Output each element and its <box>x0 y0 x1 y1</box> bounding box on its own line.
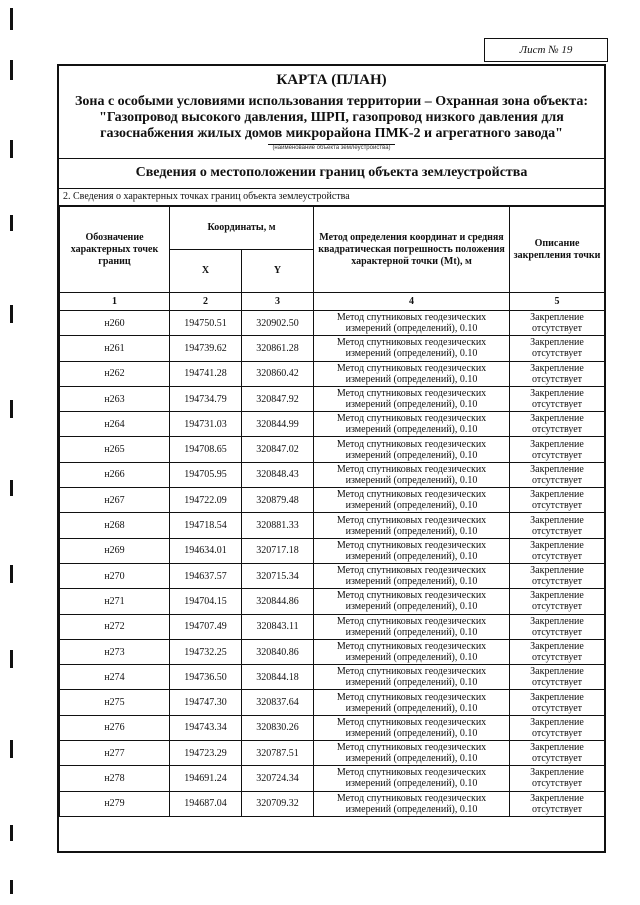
coord-y: 320709.32 <box>242 791 314 816</box>
column-number: 1 <box>60 293 170 311</box>
coord-x: 194743.34 <box>170 715 242 740</box>
point-id: н268 <box>60 513 170 538</box>
method-line-1: Метод спутниковых геодезических <box>336 539 487 551</box>
desc-line-1: Закрепление <box>530 312 584 324</box>
coord-x: 194723.29 <box>170 741 242 766</box>
point-id: н267 <box>60 488 170 513</box>
method-cell <box>314 614 510 639</box>
method-line-1: Метод спутниковых геодезических <box>336 362 487 374</box>
method-line-2: измерений (определений), 0.10 <box>345 753 478 765</box>
table-row <box>60 336 605 361</box>
point-id: н279 <box>60 791 170 816</box>
coord-y: 320847.02 <box>242 437 314 462</box>
header-y: Y <box>242 250 314 293</box>
method-line-2: измерений (определений), 0.10 <box>345 803 478 815</box>
zone-line-2: "Газопровод высокого давления, ШРП, газопровод низкого давления для <box>99 110 564 125</box>
binding-mark <box>10 8 13 30</box>
binding-mark <box>10 215 13 231</box>
coord-y: 320861.28 <box>242 336 314 361</box>
table-row <box>60 665 605 690</box>
method-line-2: измерений (определений), 0.10 <box>345 778 478 790</box>
method-line-1: Метод спутниковых геодезических <box>336 767 487 779</box>
method-line-1: Метод спутниковых геодезических <box>336 565 487 577</box>
point-id: н273 <box>60 639 170 664</box>
desc-line-1: Закрепление <box>530 615 584 627</box>
desc-line-1: Закрепление <box>530 742 584 754</box>
method-line-1: Метод спутниковых геодезических <box>336 388 487 400</box>
sheet-number: Лист № 19 <box>484 38 608 62</box>
method-cell <box>314 488 510 513</box>
coord-x: 194741.28 <box>170 361 242 386</box>
section-title: Сведения о местоположении границ объекта землеустройства <box>59 158 604 189</box>
coord-x: 194734.79 <box>170 386 242 411</box>
subsection-title: 2. Сведения о характерных точках границ объекта землеустройства <box>59 188 604 206</box>
method-line-2: измерений (определений), 0.10 <box>345 550 478 562</box>
point-id: н270 <box>60 563 170 588</box>
coord-y: 320787.51 <box>242 741 314 766</box>
binding-mark <box>10 400 13 418</box>
table-row <box>60 513 605 538</box>
coord-x: 194747.30 <box>170 690 242 715</box>
title-block <box>59 66 604 159</box>
table-row <box>60 386 605 411</box>
desc-line-2: отсутствует <box>532 323 583 335</box>
table-row <box>60 437 605 462</box>
coord-x: 194704.15 <box>170 589 242 614</box>
table-row <box>60 589 605 614</box>
desc-line-1: Закрепление <box>530 413 584 425</box>
description-cell <box>510 741 605 766</box>
description-cell <box>510 690 605 715</box>
table-body <box>60 311 605 817</box>
coord-y: 320848.43 <box>242 462 314 487</box>
table-row <box>60 614 605 639</box>
coord-y: 320860.42 <box>242 361 314 386</box>
method-line-1: Метод спутниковых геодезических <box>336 337 487 349</box>
point-id: н271 <box>60 589 170 614</box>
desc-line-2: отсутствует <box>532 626 583 638</box>
desc-line-1: Закрепление <box>530 362 584 374</box>
desc-line-2: отсутствует <box>532 601 583 613</box>
point-id: н272 <box>60 614 170 639</box>
desc-line-2: отсутствует <box>532 753 583 765</box>
desc-line-1: Закрепление <box>530 514 584 526</box>
desc-line-1: Закрепление <box>530 565 584 577</box>
desc-line-2: отсутствует <box>532 727 583 739</box>
coord-y: 320881.33 <box>242 513 314 538</box>
binding-mark <box>10 140 13 158</box>
desc-line-1: Закрепление <box>530 489 584 501</box>
object-caption <box>59 145 604 151</box>
point-id: н274 <box>60 665 170 690</box>
method-line-1: Метод спутниковых геодезических <box>336 489 487 501</box>
method-cell <box>314 386 510 411</box>
column-number: 3 <box>242 293 314 311</box>
binding-mark <box>10 60 13 80</box>
zone-line-1: Зона с особыми условиями использования территории – Охранная зона объекта: <box>74 94 589 109</box>
method-line-2: измерений (определений), 0.10 <box>345 449 478 461</box>
binding-mark <box>10 480 13 496</box>
method-cell <box>314 665 510 690</box>
description-cell <box>510 665 605 690</box>
table-row <box>60 488 605 513</box>
coord-x: 194739.62 <box>170 336 242 361</box>
desc-line-2: отсутствует <box>532 500 583 512</box>
table-row <box>60 690 605 715</box>
table-row <box>60 639 605 664</box>
coord-x: 194708.65 <box>170 437 242 462</box>
desc-line-1: Закрепление <box>530 388 584 400</box>
method-line-2: измерений (определений), 0.10 <box>345 323 478 335</box>
point-id: н275 <box>60 690 170 715</box>
description-cell <box>510 563 605 588</box>
table-row <box>60 563 605 588</box>
coord-y: 320715.34 <box>242 563 314 588</box>
point-id: н269 <box>60 538 170 563</box>
method-line-1: Метод спутниковых геодезических <box>336 463 487 475</box>
method-cell <box>314 563 510 588</box>
point-id: н260 <box>60 311 170 336</box>
method-line-1: Метод спутниковых геодезических <box>336 691 487 703</box>
method-line-2: измерений (определений), 0.10 <box>345 373 478 385</box>
coord-y: 320844.18 <box>242 665 314 690</box>
method-cell <box>314 412 510 437</box>
column-number: 5 <box>510 293 605 311</box>
desc-line-1: Закрепление <box>530 641 584 652</box>
method-line-1: Метод спутниковых геодезических <box>336 312 487 324</box>
desc-line-2: отсутствует <box>532 525 583 537</box>
binding-mark <box>10 825 13 841</box>
desc-line-1: Закрепление <box>530 463 584 475</box>
document-frame <box>57 64 606 853</box>
method-line-2: измерений (определений), 0.10 <box>345 601 478 613</box>
desc-line-1: Закрепление <box>530 792 584 804</box>
description-cell <box>510 311 605 336</box>
description-cell <box>510 386 605 411</box>
point-id: н277 <box>60 741 170 766</box>
coord-x: 194732.25 <box>170 639 242 664</box>
method-cell <box>314 791 510 816</box>
header-point: Обозначение характерных точек границ <box>60 207 170 293</box>
coord-x: 194707.49 <box>170 614 242 639</box>
desc-line-1: Закрепление <box>530 438 584 450</box>
coord-x: 194634.01 <box>170 538 242 563</box>
desc-line-1: Закрепление <box>530 767 584 779</box>
binding-mark <box>10 305 13 323</box>
desc-line-2: отсутствует <box>532 424 583 436</box>
column-numbers-row <box>60 293 605 311</box>
desc-line-2: отсутствует <box>532 803 583 815</box>
desc-line-1: Закрепление <box>530 539 584 551</box>
desc-line-2: отсутствует <box>532 702 583 714</box>
method-line-1: Метод спутниковых геодезических <box>336 742 487 754</box>
coord-y: 320844.86 <box>242 589 314 614</box>
coord-x: 194691.24 <box>170 766 242 791</box>
header-desc: Описание закрепления точки <box>510 207 605 293</box>
table-row <box>60 311 605 336</box>
desc-line-1: Закрепление <box>530 716 584 728</box>
coord-y: 320830.26 <box>242 715 314 740</box>
desc-line-2: отсутствует <box>532 348 583 360</box>
coord-x: 194731.03 <box>170 412 242 437</box>
description-cell <box>510 639 605 664</box>
desc-line-2: отсутствует <box>532 373 583 385</box>
object-caption-text: (наименование объекта землеустройства) <box>268 144 394 151</box>
coord-y: 320843.11 <box>242 614 314 639</box>
coord-x: 194750.51 <box>170 311 242 336</box>
description-cell <box>510 538 605 563</box>
table-header-row <box>60 207 605 250</box>
point-id: н263 <box>60 386 170 411</box>
method-line-2: измерений (определений), 0.10 <box>345 677 478 689</box>
method-cell <box>314 741 510 766</box>
description-cell <box>510 791 605 816</box>
coord-x: 194637.57 <box>170 563 242 588</box>
method-line-2: измерений (определений), 0.10 <box>345 500 478 512</box>
coord-y: 320844.99 <box>242 412 314 437</box>
method-line-1: Метод спутниковых геодезических <box>336 438 487 450</box>
coord-y: 320902.50 <box>242 311 314 336</box>
table-row <box>60 715 605 740</box>
method-cell <box>314 639 510 664</box>
table-row <box>60 412 605 437</box>
description-cell <box>510 513 605 538</box>
desc-line-1: Закрепление <box>530 666 584 678</box>
page-title: КАРТА (ПЛАН) <box>276 72 387 88</box>
method-cell <box>314 715 510 740</box>
method-line-2: измерений (определений), 0.10 <box>345 727 478 739</box>
method-cell <box>314 766 510 791</box>
column-number: 2 <box>170 293 242 311</box>
method-cell <box>314 437 510 462</box>
desc-line-2: отсутствует <box>532 399 583 411</box>
method-cell <box>314 361 510 386</box>
description-cell <box>510 412 605 437</box>
point-id: н278 <box>60 766 170 791</box>
point-id: н266 <box>60 462 170 487</box>
method-line-1: Метод спутниковых геодезических <box>336 641 487 652</box>
description-cell <box>510 336 605 361</box>
description-cell <box>510 715 605 740</box>
coord-x: 194736.50 <box>170 665 242 690</box>
table-row <box>60 741 605 766</box>
method-line-2: измерений (определений), 0.10 <box>345 348 478 360</box>
point-id: н262 <box>60 361 170 386</box>
desc-line-2: отсутствует <box>532 550 583 562</box>
method-line-1: Метод спутниковых геодезических <box>336 413 487 425</box>
description-cell <box>510 766 605 791</box>
binding-mark <box>10 565 13 583</box>
table-row <box>60 766 605 791</box>
description-cell <box>510 614 605 639</box>
point-id: н276 <box>60 715 170 740</box>
table-row <box>60 462 605 487</box>
method-line-1: Метод спутниковых геодезических <box>336 590 487 602</box>
binding-mark <box>10 880 13 894</box>
desc-line-1: Закрепление <box>530 590 584 602</box>
table-row <box>60 538 605 563</box>
column-number: 4 <box>314 293 510 311</box>
desc-line-2: отсутствует <box>532 449 583 461</box>
coord-y: 320717.18 <box>242 538 314 563</box>
table-row <box>60 791 605 816</box>
zone-description <box>59 94 604 142</box>
point-id: н265 <box>60 437 170 462</box>
method-line-2: измерений (определений), 0.10 <box>345 424 478 436</box>
desc-line-1: Закрепление <box>530 691 584 703</box>
header-x: X <box>170 250 242 293</box>
desc-line-2: отсутствует <box>532 778 583 790</box>
method-line-1: Метод спутниковых геодезических <box>336 514 487 526</box>
method-cell <box>314 690 510 715</box>
method-cell <box>314 336 510 361</box>
desc-line-1: Закрепление <box>530 337 584 349</box>
method-line-2: измерений (определений), 0.10 <box>345 652 478 663</box>
coord-x: 194705.95 <box>170 462 242 487</box>
coord-y: 320847.92 <box>242 386 314 411</box>
method-cell <box>314 589 510 614</box>
point-id: н261 <box>60 336 170 361</box>
desc-line-2: отсутствует <box>532 677 583 689</box>
desc-line-2: отсутствует <box>532 576 583 588</box>
method-line-2: измерений (определений), 0.10 <box>345 525 478 537</box>
table-row <box>60 361 605 386</box>
coord-y: 320724.34 <box>242 766 314 791</box>
method-line-1: Метод спутниковых геодезических <box>336 666 487 678</box>
coord-x: 194718.54 <box>170 513 242 538</box>
desc-line-2: отсутствует <box>532 474 583 486</box>
method-line-1: Метод спутниковых геодезических <box>336 792 487 804</box>
binding-mark <box>10 650 13 668</box>
coord-x: 194722.09 <box>170 488 242 513</box>
description-cell <box>510 361 605 386</box>
header-coords: Координаты, м <box>170 207 314 250</box>
points-table <box>59 206 605 817</box>
binding-mark <box>10 740 13 758</box>
method-line-2: измерений (определений), 0.10 <box>345 399 478 411</box>
method-cell <box>314 462 510 487</box>
coord-x: 194687.04 <box>170 791 242 816</box>
method-line-2: измерений (определений), 0.10 <box>345 576 478 588</box>
coord-y: 320837.64 <box>242 690 314 715</box>
method-line-1: Метод спутниковых геодезических <box>336 716 487 728</box>
description-cell <box>510 488 605 513</box>
method-line-2: измерений (определений), 0.10 <box>345 702 478 714</box>
description-cell <box>510 589 605 614</box>
coord-y: 320840.86 <box>242 639 314 664</box>
desc-line-2: отсутствует <box>532 652 583 663</box>
method-line-2: измерений (определений), 0.10 <box>345 474 478 486</box>
method-cell <box>314 538 510 563</box>
method-cell <box>314 513 510 538</box>
method-cell <box>314 311 510 336</box>
method-line-1: Метод спутниковых геодезических <box>336 615 487 627</box>
coord-y: 320879.48 <box>242 488 314 513</box>
method-line-2: измерений (определений), 0.10 <box>345 626 478 638</box>
description-cell <box>510 437 605 462</box>
point-id: н264 <box>60 412 170 437</box>
header-method: Метод определения координат и средняя квадратическая погрешность положения характерной точки (Mt), м <box>314 207 510 293</box>
zone-line-3: газоснабжения жилых домов микрорайона ПМК-2 и агрегатного завода" <box>100 126 563 141</box>
description-cell <box>510 462 605 487</box>
